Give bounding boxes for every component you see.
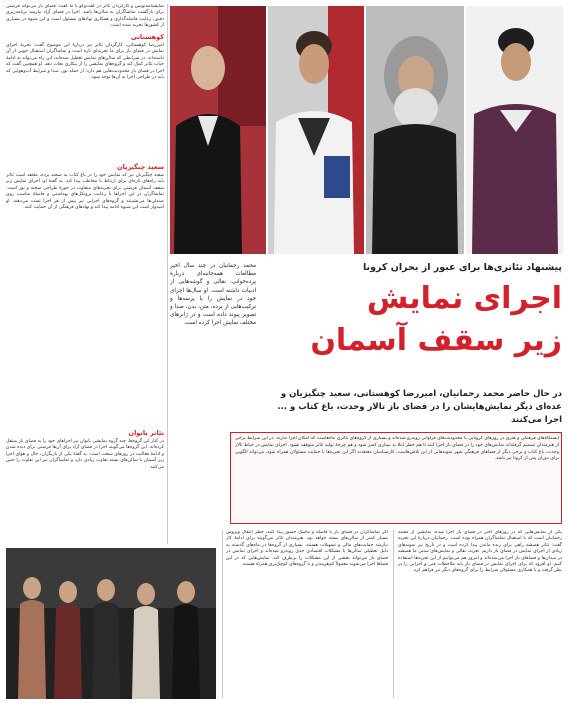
section-heading: سعید چنگیزیان [117,163,164,171]
bottom-middle-column [226,530,388,698]
sidebar-note: محمد رحمانیان در چند سال اخیر مطالعات همه‌جانبه‌ای دربارهٔ پرده‌خوانی، نقالی و گوشه‌هایی از ادبیات داشته است. او سال‌ها اجرای خود در نمایش را با پرسه‌ها و ترکیب‌هایی از پرده، متن، بدن، صدا و تصویر پیوند داده است و در ژانرهای مختلف نمایش اجرا کرده است. [170,263,256,327]
article-kicker: پیشنهاد تئاتری‌ها برای عبور از بحران کرونا [362,262,562,273]
headline-line-2: زیر سقف آسمان [310,323,562,358]
group-photo [6,548,216,699]
women-column [6,426,164,544]
body-paragraph: ایستگاه‌های فرهنگی و هنری در روزهای کرونایی با محدودیت‌های فراوانی روبه‌رو شده‌اند و بسیاری از گروه‌های تئاتری ماه‌هاست که امکان اجرا ندارند. در این شرایط برخی از هنرمندان تصمیم گرفته‌اند نمایش‌های خود را در فضای باز اجرا کنند تا هم خطر ابتلا به بیماری کمتر شود و هم چرخهٔ تولید تئاتر متوقف نشود. اجرای نمایش در حیاط تالار وحدت، باغ کتاب و برخی دیگر از فضاهای فرهنگی شهر نمونه‌هایی از این تلاش‌هاست. کارشناسان معتقدند اگر این تجربه‌ها با حمایت مسئولان همراه شود، می‌تواند الگویی برای دوران پس از کرونا نیز باشد. [235,436,559,462]
portrait-photo-3 [366,6,464,254]
group-photo-illustration [6,548,216,699]
headline-line-1: اجرای نمایش [366,281,562,316]
intro-box-text [235,436,559,522]
portrait-photo-1 [170,6,266,254]
body-paragraph: در کنار این گروه‌ها، چند گروه نمایشی بانوان نیز اجراهای خود را به فضای باز منتقل کرده‌اند. این گروه‌ها می‌گویند اجرا در فضای آزاد برای آن‌ها فرصتی برای دیده شدن و ادامهٔ فعالیت در روزهای سخت است. به گفتهٔ یکی از بازیگران، حال و هوای اجرا زیر آسمان با سالن‌های بسته تفاوت زیادی دارد و تماشاگران نیز این تفاوت را حس می‌کنند. [6,439,164,470]
body-paragraph: اگر تماشاگران در فضای باز با فاصله و ماسک حضور پیدا کنند، خطر انتقال ویروس بسیار کمتر از سالن‌های بسته خواهد بود. هنرمندان تئاتر می‌گویند برای ادامهٔ کار نیازمند حمایت‌های مالی و تسهیلات هستند. بسیاری از گروه‌ها در ماه‌های گذشته به دلیل تعطیلی سالن‌ها با مشکلات اقتصادی جدی روبه‌رو شده‌اند و اجرای نمایش در فضای باز می‌تواند بخشی از این مشکلات را برطرف کند. نمایش‌هایی که در این فضاها اجرا می‌شوند معمولاً کم‌هزینه‌تر و با گروه‌های کوچک‌تری همراه هستند. [226,530,388,568]
intro-box [230,432,562,524]
column-divider [222,530,223,698]
section-heading: کوهستانی [130,33,164,41]
column-divider [167,4,168,544]
section-heading: تئاتر بانوان [128,429,164,437]
kouhestani-column [6,30,164,158]
portrait-3-illustration [366,6,464,254]
body-paragraph: سعید چنگیزیان نیز که نمایش خود را در باغ کتاب به صحنه برده، معتقد است تئاتر باید راه‌های تازه‌ای برای ارتباط با مخاطب پیدا کند. به گفتهٔ او، اجرای نمایش زیر سقف آسمان فرصتی برای تجربه‌های متفاوت در حوزهٔ طراحی صحنه و نور است. تماشاگران در این اجراها با رعایت پروتکل‌های بهداشتی و فاصلهٔ مناسب روی صندلی‌ها می‌نشینند و گروه‌های اجرایی نیز پیش از هر اجرا تست می‌دهند. او امیدوار است این شیوه ادامه پیدا کند و نهادهای فرهنگی از آن حمایت کنند. [6,173,164,211]
top-left-column [6,4,164,28]
body-paragraph: یکی از نمایش‌هایی که در روزهای اخیر در فضای باز اجرا شده، نمایشی از محمد رحمانیان است که با استقبال تماشاگران همراه بوده است. رحمانیان دربارهٔ این تجربه گفت: تئاتر همیشه راهی برای زنده ماندن پیدا کرده است و در تاریخ نیز نمونه‌های زیادی از اجرای نمایش در فضای باز داریم. تعزیه، نقالی و نمایش‌های سنتی ما همیشه در میدان‌ها و فضاهای باز اجرا می‌شده‌اند و امروز هم می‌توانیم از این تجربه‌ها استفاده کنیم. او افزود که برای اجرای نمایش در فضای باز باید ملاحظات فنی و اجرایی را در نظر گرفت و با همکاری مسئولان شرایط را برای گروه‌های دیگر نیز فراهم کرد. [398,530,562,574]
portrait-1-illustration [170,6,266,254]
body-paragraph: نمایشنامه‌نویس و کارگردان تئاتر در گفت‌وگو با ما گفت: فضای باز می‌تواند فرصتی برای بازگشت تماشاگران به سالن‌ها باشد. اجرا در فضای آزاد نیازمند برنامه‌ریزی دقیق، رعایت فاصله‌گذاری و همکاری نهادهای مسئول است و این شیوه در بسیاری از کشورها تجربه شده است. [6,4,164,28]
portrait-photo-4 [466,6,563,254]
body-paragraph: امیررضا کوهستانی، کارگردان تئاتر نیز دربارهٔ این موضوع گفت: تجربهٔ اجرای نمایش در فضای باز برای ما تجربه‌ای تازه است و تماشاگران استقبال خوبی از آن داشته‌اند. در شرایطی که سالن‌های نمایش تعطیل شده‌اند، این راه می‌تواند به ادامهٔ حیات تئاتر کمک کند و گروه‌های نمایشی را از بیکاری نجات دهد. او همچنین گفت که اجرا در فضای باز محدودیت‌هایی هم دارد؛ از جمله نور، صدا و شرایط آب‌وهوایی که باید در طراحی اجرا به آن‌ها توجه شود. [6,43,164,81]
lead-paragraph: در حال حاضر محمد رحمانیان، امیررضا کوهستانی، سعید چنگیزیان و عده‌ای دیگر نمایش‌هایشان را در فضای باز تالار وحدت، باغ کتاب و ... اجرا می‌کنند [277,389,562,425]
portrait-photo-2 [268,6,364,254]
column-divider [393,530,394,698]
bottom-right-column [398,530,562,698]
changizian-column [6,160,164,420]
portrait-4-illustration [466,6,563,254]
portrait-2-illustration [268,6,364,254]
